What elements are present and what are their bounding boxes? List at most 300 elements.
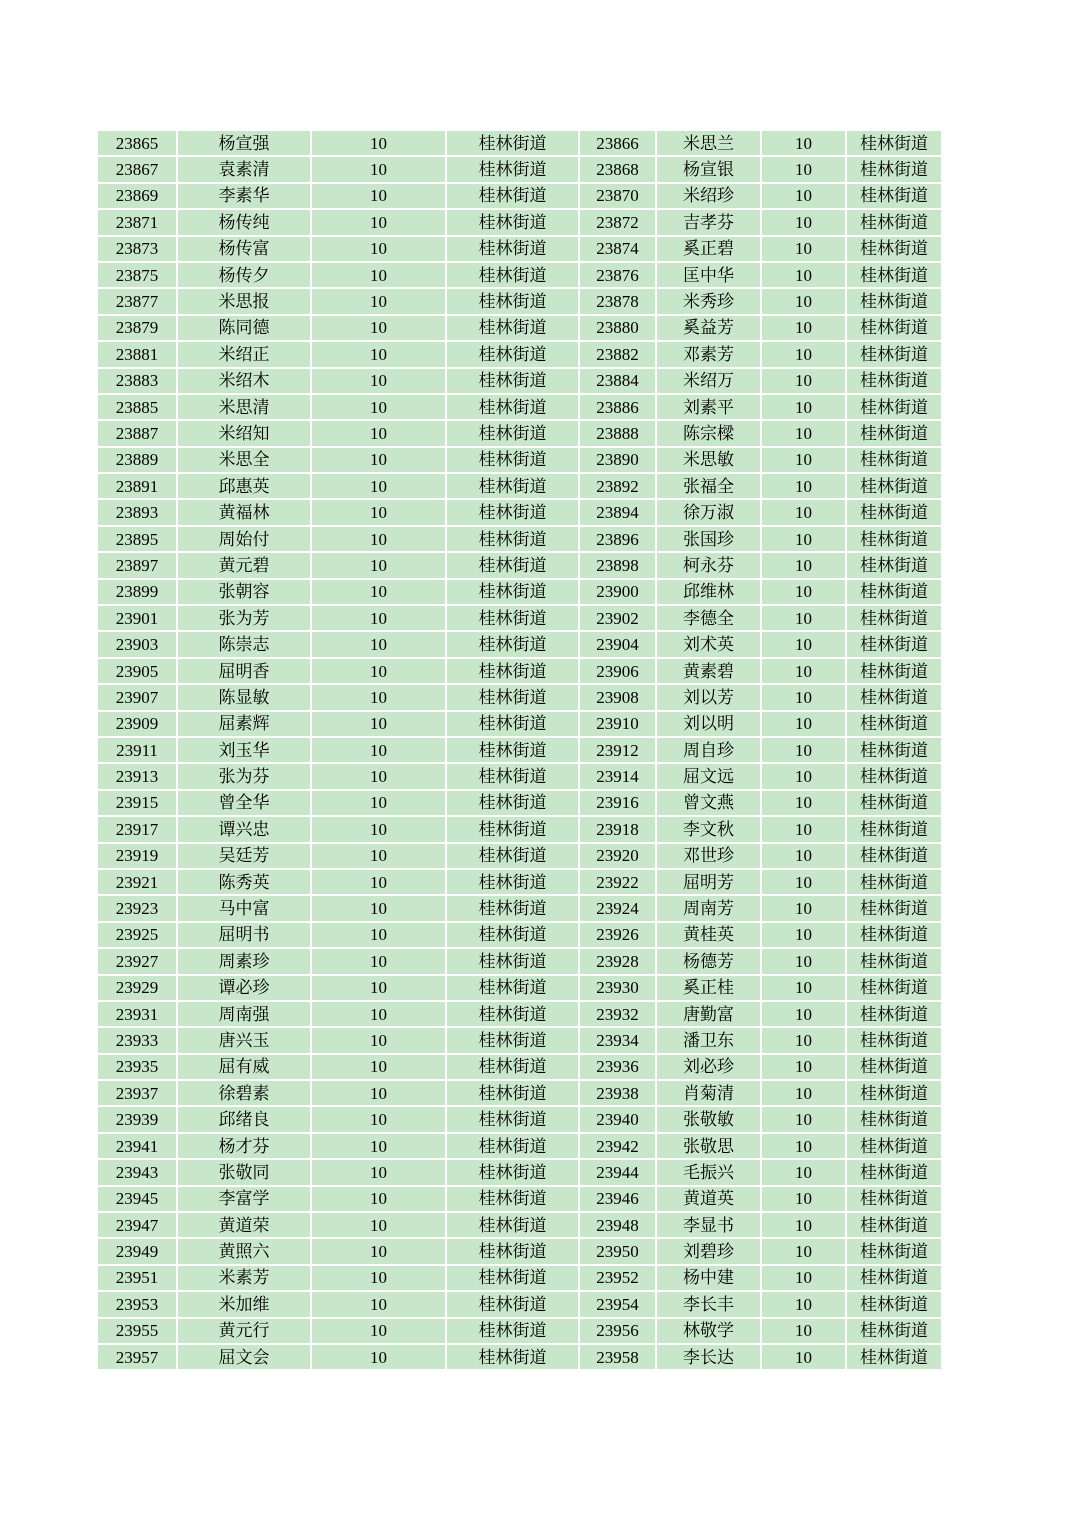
value-cell: 10	[311, 394, 446, 420]
person-name-cell: 谭必珍	[177, 975, 311, 1001]
person-name-cell: 李富学	[177, 1186, 311, 1212]
table-row	[97, 1054, 942, 1080]
value-cell: 10	[311, 183, 446, 209]
subdistrict-cell: 桂林街道	[846, 1212, 942, 1238]
person-name-cell: 李长达	[656, 1344, 761, 1370]
person-name-cell: 周自珍	[656, 737, 761, 763]
person-name-cell: 杨传夕	[177, 262, 311, 288]
person-name-cell: 刘以芳	[656, 684, 761, 710]
table-row	[97, 447, 942, 473]
subdistrict-cell: 桂林街道	[846, 737, 942, 763]
person-name-cell: 徐碧素	[177, 1080, 311, 1106]
subdistrict-cell: 桂林街道	[846, 156, 942, 182]
serial-number-cell: 23873	[97, 236, 177, 262]
subdistrict-cell: 桂林街道	[446, 394, 579, 420]
serial-number-cell: 23890	[579, 447, 656, 473]
person-name-cell: 唐勤富	[656, 1001, 761, 1027]
subdistrict-cell: 桂林街道	[446, 499, 579, 525]
subdistrict-cell: 桂林街道	[446, 1318, 579, 1344]
value-cell: 10	[311, 1106, 446, 1132]
value-cell: 10	[761, 948, 846, 974]
serial-number-cell: 23940	[579, 1106, 656, 1132]
subdistrict-cell: 桂林街道	[846, 1186, 942, 1212]
serial-number-cell: 23922	[579, 869, 656, 895]
person-name-cell: 刘术英	[656, 631, 761, 657]
serial-number-cell: 23901	[97, 605, 177, 631]
person-name-cell: 黄桂英	[656, 922, 761, 948]
subdistrict-cell: 桂林街道	[446, 1054, 579, 1080]
value-cell: 10	[311, 1238, 446, 1264]
person-name-cell: 黄道荣	[177, 1212, 311, 1238]
value-cell: 10	[761, 183, 846, 209]
person-name-cell: 周南强	[177, 1001, 311, 1027]
serial-number-cell: 23931	[97, 1001, 177, 1027]
person-name-cell: 黄元碧	[177, 552, 311, 578]
serial-number-cell: 23919	[97, 843, 177, 869]
value-cell: 10	[761, 1238, 846, 1264]
subdistrict-cell: 桂林街道	[446, 763, 579, 789]
table-row	[97, 420, 942, 446]
serial-number-cell: 23867	[97, 156, 177, 182]
table-row	[97, 1133, 942, 1159]
person-name-cell: 曾文燕	[656, 790, 761, 816]
subdistrict-cell: 桂林街道	[846, 948, 942, 974]
table-row	[97, 711, 942, 737]
person-name-cell: 邱惠英	[177, 473, 311, 499]
serial-number-cell: 23884	[579, 368, 656, 394]
value-cell: 10	[311, 922, 446, 948]
person-name-cell: 邱维林	[656, 579, 761, 605]
value-cell: 10	[311, 341, 446, 367]
value-cell: 10	[311, 552, 446, 578]
serial-number-cell: 23953	[97, 1291, 177, 1317]
table-row	[97, 843, 942, 869]
serial-number-cell: 23879	[97, 315, 177, 341]
subdistrict-cell: 桂林街道	[446, 420, 579, 446]
serial-number-cell: 23954	[579, 1291, 656, 1317]
person-name-cell: 肖菊清	[656, 1080, 761, 1106]
value-cell: 10	[761, 526, 846, 552]
subdistrict-cell: 桂林街道	[446, 579, 579, 605]
serial-number-cell: 23945	[97, 1186, 177, 1212]
value-cell: 10	[761, 1001, 846, 1027]
person-name-cell: 米思报	[177, 288, 311, 314]
value-cell: 10	[311, 631, 446, 657]
value-cell: 10	[761, 737, 846, 763]
subdistrict-cell: 桂林街道	[446, 1133, 579, 1159]
person-name-cell: 张为芬	[177, 763, 311, 789]
person-name-cell: 刘素平	[656, 394, 761, 420]
person-name-cell: 屈明芳	[656, 869, 761, 895]
person-name-cell: 张朝容	[177, 579, 311, 605]
serial-number-cell: 23895	[97, 526, 177, 552]
subdistrict-cell: 桂林街道	[446, 1238, 579, 1264]
value-cell: 10	[761, 658, 846, 684]
subdistrict-cell: 桂林街道	[846, 1265, 942, 1291]
person-name-cell: 米秀珍	[656, 288, 761, 314]
serial-number-cell: 23928	[579, 948, 656, 974]
subdistrict-cell: 桂林街道	[446, 1001, 579, 1027]
table-row	[97, 315, 942, 341]
person-name-cell: 邱绪良	[177, 1106, 311, 1132]
serial-number-cell: 23880	[579, 315, 656, 341]
serial-number-cell: 23946	[579, 1186, 656, 1212]
person-name-cell: 屈文远	[656, 763, 761, 789]
serial-number-cell: 23891	[97, 473, 177, 499]
serial-number-cell: 23883	[97, 368, 177, 394]
serial-number-cell: 23941	[97, 1133, 177, 1159]
subdistrict-cell: 桂林街道	[446, 315, 579, 341]
serial-number-cell: 23948	[579, 1212, 656, 1238]
value-cell: 10	[311, 737, 446, 763]
value-cell: 10	[761, 1054, 846, 1080]
subdistrict-cell: 桂林街道	[846, 1080, 942, 1106]
person-name-cell: 杨传纯	[177, 209, 311, 235]
value-cell: 10	[311, 1027, 446, 1053]
person-name-cell: 徐万淑	[656, 499, 761, 525]
person-name-cell: 黄福林	[177, 499, 311, 525]
person-name-cell: 吉孝芬	[656, 209, 761, 235]
serial-number-cell: 23929	[97, 975, 177, 1001]
serial-number-cell: 23885	[97, 394, 177, 420]
person-name-cell: 米加维	[177, 1291, 311, 1317]
serial-number-cell: 23958	[579, 1344, 656, 1370]
person-name-cell: 吴廷芳	[177, 843, 311, 869]
serial-number-cell: 23896	[579, 526, 656, 552]
serial-number-cell: 23949	[97, 1238, 177, 1264]
person-name-cell: 陈崇志	[177, 631, 311, 657]
serial-number-cell: 23907	[97, 684, 177, 710]
value-cell: 10	[311, 236, 446, 262]
subdistrict-cell: 桂林街道	[446, 843, 579, 869]
value-cell: 10	[311, 816, 446, 842]
value-cell: 10	[761, 394, 846, 420]
value-cell: 10	[311, 975, 446, 1001]
value-cell: 10	[311, 843, 446, 869]
subdistrict-cell: 桂林街道	[446, 1106, 579, 1132]
serial-number-cell: 23957	[97, 1344, 177, 1370]
serial-number-cell: 23904	[579, 631, 656, 657]
subdistrict-cell: 桂林街道	[846, 315, 942, 341]
table-row	[97, 763, 942, 789]
person-name-cell: 屈文会	[177, 1344, 311, 1370]
table-row	[97, 1080, 942, 1106]
table-row	[97, 737, 942, 763]
person-name-cell: 米绍万	[656, 368, 761, 394]
person-name-cell: 张国珍	[656, 526, 761, 552]
value-cell: 10	[311, 1054, 446, 1080]
value-cell: 10	[311, 763, 446, 789]
subdistrict-cell: 桂林街道	[446, 631, 579, 657]
value-cell: 10	[311, 156, 446, 182]
serial-number-cell: 23886	[579, 394, 656, 420]
table-row	[97, 895, 942, 921]
subdistrict-cell: 桂林街道	[846, 1106, 942, 1132]
value-cell: 10	[761, 895, 846, 921]
person-name-cell: 张敬同	[177, 1159, 311, 1185]
person-name-cell: 杨宣银	[656, 156, 761, 182]
person-name-cell: 米思敏	[656, 447, 761, 473]
person-name-cell: 马中富	[177, 895, 311, 921]
person-name-cell: 张为芳	[177, 605, 311, 631]
person-name-cell: 毛振兴	[656, 1159, 761, 1185]
subdistrict-cell: 桂林街道	[846, 368, 942, 394]
serial-number-cell: 23881	[97, 341, 177, 367]
subdistrict-cell: 桂林街道	[446, 737, 579, 763]
value-cell: 10	[761, 711, 846, 737]
subdistrict-cell: 桂林街道	[846, 288, 942, 314]
serial-number-cell: 23876	[579, 262, 656, 288]
value-cell: 10	[311, 605, 446, 631]
subdistrict-cell: 桂林街道	[446, 895, 579, 921]
serial-number-cell: 23911	[97, 737, 177, 763]
person-name-cell: 陈宗樑	[656, 420, 761, 446]
person-name-cell: 米绍知	[177, 420, 311, 446]
person-name-cell: 屈明书	[177, 922, 311, 948]
table-row	[97, 236, 942, 262]
serial-number-cell: 23932	[579, 1001, 656, 1027]
subdistrict-cell: 桂林街道	[446, 790, 579, 816]
person-name-cell: 刘以明	[656, 711, 761, 737]
serial-number-cell: 23887	[97, 420, 177, 446]
person-name-cell: 张敬思	[656, 1133, 761, 1159]
subdistrict-cell: 桂林街道	[846, 526, 942, 552]
value-cell: 10	[311, 1344, 446, 1370]
person-name-cell: 杨传富	[177, 236, 311, 262]
serial-number-cell: 23871	[97, 209, 177, 235]
table-row	[97, 262, 942, 288]
person-name-cell: 李显书	[656, 1212, 761, 1238]
value-cell: 10	[761, 341, 846, 367]
value-cell: 10	[311, 1001, 446, 1027]
value-cell: 10	[311, 1212, 446, 1238]
subdistrict-cell: 桂林街道	[446, 1186, 579, 1212]
person-name-cell: 柯永芬	[656, 552, 761, 578]
subdistrict-cell: 桂林街道	[846, 1001, 942, 1027]
value-cell: 10	[311, 368, 446, 394]
subdistrict-cell: 桂林街道	[446, 183, 579, 209]
subdistrict-cell: 桂林街道	[846, 130, 942, 156]
subdistrict-cell: 桂林街道	[846, 658, 942, 684]
person-name-cell: 周南芳	[656, 895, 761, 921]
table-row	[97, 869, 942, 895]
table-row	[97, 1238, 942, 1264]
table-row	[97, 579, 942, 605]
value-cell: 10	[311, 684, 446, 710]
value-cell: 10	[311, 711, 446, 737]
subdistrict-cell: 桂林街道	[846, 631, 942, 657]
value-cell: 10	[311, 1265, 446, 1291]
serial-number-cell: 23882	[579, 341, 656, 367]
table-row	[97, 1265, 942, 1291]
person-name-cell: 屈有威	[177, 1054, 311, 1080]
person-name-cell: 屈素辉	[177, 711, 311, 737]
value-cell: 10	[311, 1186, 446, 1212]
serial-number-cell: 23918	[579, 816, 656, 842]
table-row	[97, 368, 942, 394]
subdistrict-cell: 桂林街道	[446, 1159, 579, 1185]
serial-number-cell: 23936	[579, 1054, 656, 1080]
value-cell: 10	[311, 315, 446, 341]
serial-number-cell: 23894	[579, 499, 656, 525]
subdistrict-cell: 桂林街道	[846, 183, 942, 209]
table-row	[97, 288, 942, 314]
subdistrict-cell: 桂林街道	[846, 975, 942, 1001]
subdistrict-cell: 桂林街道	[846, 1291, 942, 1317]
value-cell: 10	[311, 262, 446, 288]
value-cell: 10	[311, 209, 446, 235]
subdistrict-cell: 桂林街道	[846, 843, 942, 869]
serial-number-cell: 23893	[97, 499, 177, 525]
person-name-cell: 林敬学	[656, 1318, 761, 1344]
serial-number-cell: 23939	[97, 1106, 177, 1132]
serial-number-cell: 23923	[97, 895, 177, 921]
subdistrict-cell: 桂林街道	[446, 341, 579, 367]
subdistrict-cell: 桂林街道	[446, 684, 579, 710]
subdistrict-cell: 桂林街道	[846, 209, 942, 235]
person-name-cell: 米素芳	[177, 1265, 311, 1291]
serial-number-cell: 23906	[579, 658, 656, 684]
serial-number-cell: 23888	[579, 420, 656, 446]
table-row	[97, 948, 942, 974]
person-name-cell: 张敬敏	[656, 1106, 761, 1132]
value-cell: 10	[311, 526, 446, 552]
table-row	[97, 1159, 942, 1185]
subdistrict-cell: 桂林街道	[446, 1080, 579, 1106]
person-name-cell: 米绍木	[177, 368, 311, 394]
table-row	[97, 816, 942, 842]
value-cell: 10	[311, 790, 446, 816]
table-row	[97, 1212, 942, 1238]
table-row	[97, 1291, 942, 1317]
serial-number-cell: 23869	[97, 183, 177, 209]
value-cell: 10	[311, 1291, 446, 1317]
value-cell: 10	[761, 368, 846, 394]
person-name-cell: 陈同德	[177, 315, 311, 341]
value-cell: 10	[761, 156, 846, 182]
subdistrict-cell: 桂林街道	[846, 236, 942, 262]
table-row	[97, 605, 942, 631]
value-cell: 10	[761, 816, 846, 842]
value-cell: 10	[761, 236, 846, 262]
serial-number-cell: 23877	[97, 288, 177, 314]
table-row	[97, 1318, 942, 1344]
value-cell: 10	[311, 1159, 446, 1185]
subdistrict-cell: 桂林街道	[846, 763, 942, 789]
serial-number-cell: 23897	[97, 552, 177, 578]
table-row	[97, 183, 942, 209]
subdistrict-cell: 桂林街道	[846, 552, 942, 578]
table-row	[97, 552, 942, 578]
serial-number-cell: 23935	[97, 1054, 177, 1080]
person-name-cell: 屈明香	[177, 658, 311, 684]
subdistrict-cell: 桂林街道	[846, 262, 942, 288]
person-name-cell: 袁素清	[177, 156, 311, 182]
serial-number-cell: 23920	[579, 843, 656, 869]
value-cell: 10	[311, 447, 446, 473]
table-row	[97, 658, 942, 684]
serial-number-cell: 23926	[579, 922, 656, 948]
person-name-cell: 潘卫东	[656, 1027, 761, 1053]
person-name-cell: 曾全华	[177, 790, 311, 816]
serial-number-cell: 23950	[579, 1238, 656, 1264]
subdistrict-cell: 桂林街道	[846, 711, 942, 737]
value-cell: 10	[761, 552, 846, 578]
subdistrict-cell: 桂林街道	[846, 1133, 942, 1159]
value-cell: 10	[761, 1291, 846, 1317]
subdistrict-cell: 桂林街道	[446, 368, 579, 394]
serial-number-cell: 23924	[579, 895, 656, 921]
person-name-cell: 奚正桂	[656, 975, 761, 1001]
serial-number-cell: 23872	[579, 209, 656, 235]
value-cell: 10	[761, 1133, 846, 1159]
serial-number-cell: 23951	[97, 1265, 177, 1291]
person-name-cell: 陈秀英	[177, 869, 311, 895]
serial-number-cell: 23930	[579, 975, 656, 1001]
subdistrict-cell: 桂林街道	[446, 605, 579, 631]
person-name-cell: 米绍正	[177, 341, 311, 367]
serial-number-cell: 23943	[97, 1159, 177, 1185]
serial-number-cell: 23947	[97, 1212, 177, 1238]
value-cell: 10	[761, 790, 846, 816]
subdistrict-cell: 桂林街道	[446, 816, 579, 842]
value-cell: 10	[761, 315, 846, 341]
subdistrict-cell: 桂林街道	[846, 394, 942, 420]
subdistrict-cell: 桂林街道	[446, 473, 579, 499]
value-cell: 10	[311, 130, 446, 156]
subdistrict-cell: 桂林街道	[846, 605, 942, 631]
person-name-cell: 米思全	[177, 447, 311, 473]
subdistrict-cell: 桂林街道	[846, 499, 942, 525]
person-name-cell: 奚正碧	[656, 236, 761, 262]
value-cell: 10	[761, 420, 846, 446]
value-cell: 10	[761, 473, 846, 499]
person-name-cell: 刘玉华	[177, 737, 311, 763]
person-name-cell: 黄照六	[177, 1238, 311, 1264]
subdistrict-cell: 桂林街道	[846, 1318, 942, 1344]
value-cell: 10	[761, 843, 846, 869]
serial-number-cell: 23878	[579, 288, 656, 314]
value-cell: 10	[761, 922, 846, 948]
serial-number-cell: 23934	[579, 1027, 656, 1053]
person-name-cell: 米思兰	[656, 130, 761, 156]
person-name-cell: 奚益芳	[656, 315, 761, 341]
serial-number-cell: 23909	[97, 711, 177, 737]
person-name-cell: 唐兴玉	[177, 1027, 311, 1053]
serial-number-cell: 23944	[579, 1159, 656, 1185]
person-name-cell: 李德全	[656, 605, 761, 631]
table-row	[97, 1106, 942, 1132]
value-cell: 10	[311, 288, 446, 314]
subdistrict-cell: 桂林街道	[846, 790, 942, 816]
value-cell: 10	[311, 1318, 446, 1344]
serial-number-cell: 23933	[97, 1027, 177, 1053]
person-name-cell: 陈显敏	[177, 684, 311, 710]
serial-number-cell: 23889	[97, 447, 177, 473]
subdistrict-cell: 桂林街道	[846, 420, 942, 446]
subdistrict-cell: 桂林街道	[446, 130, 579, 156]
serial-number-cell: 23874	[579, 236, 656, 262]
serial-number-cell: 23868	[579, 156, 656, 182]
value-cell: 10	[761, 1265, 846, 1291]
table-row	[97, 1344, 942, 1370]
person-name-cell: 李长丰	[656, 1291, 761, 1317]
serial-number-cell: 23917	[97, 816, 177, 842]
person-name-cell: 周始付	[177, 526, 311, 552]
serial-number-cell: 23908	[579, 684, 656, 710]
subdistrict-cell: 桂林街道	[446, 447, 579, 473]
person-name-cell: 杨德芳	[656, 948, 761, 974]
